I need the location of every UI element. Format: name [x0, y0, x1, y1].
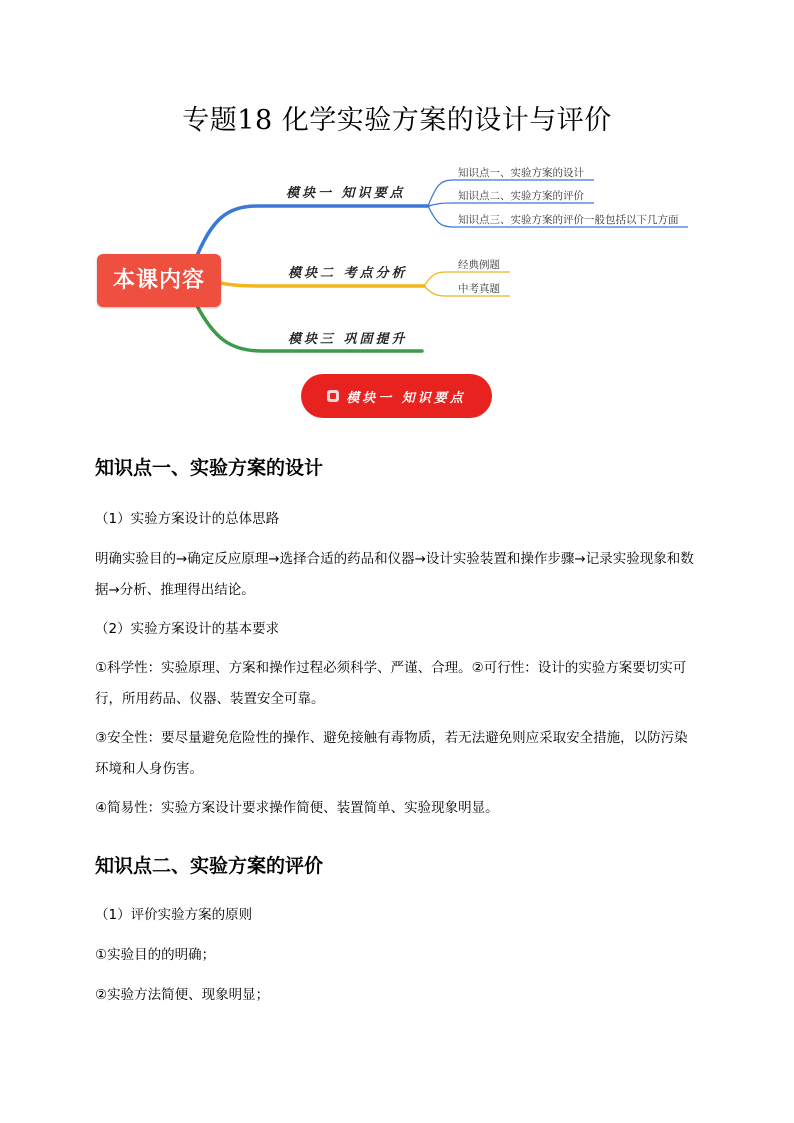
branch-1-leaf-2: 知识点二、实验方案的评价 [458, 190, 584, 202]
design-paragraph-simplicity: ④简易性：实验方案设计要求操作简便、装置简单、实验现象明显。 [95, 800, 499, 816]
design-paragraph-safety: ③安全性：要尽量避免危险性的操作、避免接触有毒物质，若无法避免则应采取安全措施，以防污染环境和人身伤害。 [95, 730, 688, 777]
module-badge-icon [327, 390, 339, 402]
page-title: 专题18 化学实验方案的设计与评价 [182, 105, 612, 136]
branch-1-connector [196, 206, 428, 258]
design-subheading-2: （2）实验方案设计的基本要求 [95, 621, 280, 637]
branch-3-label: 模块三 巩固提升 [288, 332, 408, 347]
branch-2-connector [214, 282, 424, 286]
design-subheading-1: （1）实验方案设计的总体思路 [95, 511, 280, 527]
mindmap-root: 本课内容 [97, 254, 221, 307]
evaluation-subheading-1: （1）评价实验方案的原则 [95, 907, 253, 923]
branch-1-label: 模块一 知识要点 [286, 186, 406, 201]
branch-2-label: 模块二 考点分析 [288, 266, 408, 281]
design-paragraph-thinking: 明确实验目的→确定反应原理→选择合适的药品和仪器→设计实验装置和操作步骤→记录实验现象和数据→分析、推理得出结论。 [95, 551, 694, 598]
design-paragraph-science: ①科学性：实验原理、方案和操作过程必须科学、严谨、合理。②可行性：设计的实验方案要切实可行，所用药品、仪器、装置安全可靠。 [95, 660, 687, 707]
evaluation-item-1: ①实验目的的明确； [95, 947, 216, 963]
branch-1-leaf-3: 知识点三、实验方案的评价一般包括以下几方面 [458, 214, 679, 226]
branch-2-leaf-2: 中考真题 [458, 283, 500, 295]
branch-1-leaf-1: 知识点一、实验方案的设计 [458, 167, 584, 179]
section-heading-evaluation: 知识点二、实验方案的评价 [95, 855, 324, 877]
evaluation-item-2: ②实验方法简便、现象明显； [95, 987, 270, 1003]
branch-2-leaf-1: 经典例题 [458, 259, 500, 271]
course-mindmap [0, 150, 794, 370]
section-heading-design: 知识点一、实验方案的设计 [95, 457, 324, 479]
module-one-banner [301, 374, 492, 418]
branch-1-leaf-2-line [428, 203, 594, 206]
module-banner-label: 模块一 知识要点 [346, 390, 466, 406]
